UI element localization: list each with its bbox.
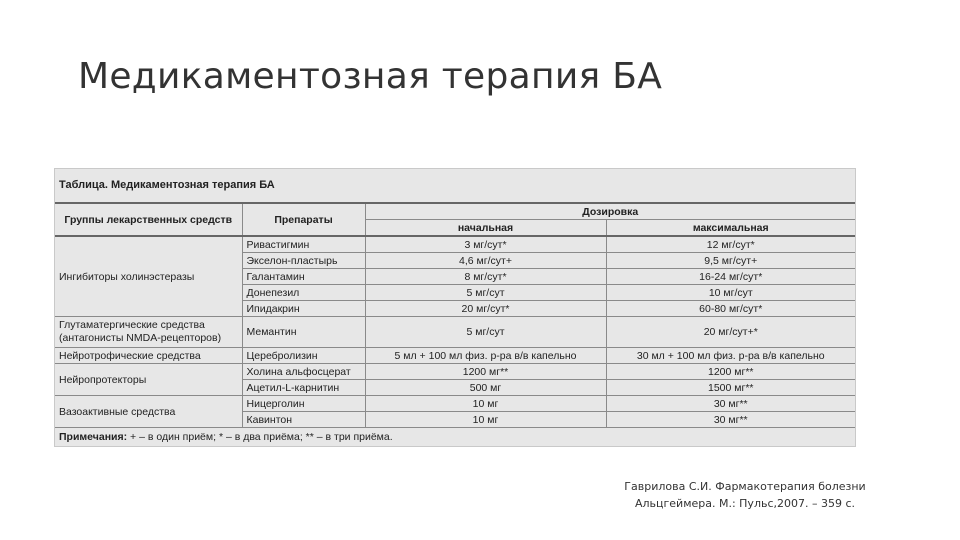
header-drugs: Препараты xyxy=(242,204,365,236)
dose-max: 16-24 мг/сут* xyxy=(606,269,855,285)
table-row xyxy=(55,236,855,253)
table-row xyxy=(55,396,855,412)
dose-initial: 500 мг xyxy=(365,380,606,396)
dose-initial: 3 мг/сут* xyxy=(365,236,606,253)
group-cholinesterase-inhibitors: Ингибиторы холинэстеразы xyxy=(55,236,242,317)
table-row xyxy=(55,364,855,380)
dose-initial: 5 мг/сут xyxy=(365,285,606,301)
source-line-1: Гаврилова С.И. Фармакотерапия болезни xyxy=(624,480,866,493)
dose-max: 9,5 мг/сут+ xyxy=(606,253,855,269)
drug-name: Церебролизин xyxy=(242,348,365,364)
table-row xyxy=(55,317,855,348)
dose-max: 30 мг** xyxy=(606,412,855,428)
drug-name: Ацетил-L-карнитин xyxy=(242,380,365,396)
header-groups: Группы лекарственных средств xyxy=(64,213,233,226)
header-initial: начальная xyxy=(365,220,606,237)
dose-max: 20 мг/сут+* xyxy=(606,317,855,348)
dose-initial: 10 мг xyxy=(365,396,606,412)
dosage-table xyxy=(55,204,855,444)
dose-initial: 20 мг/сут* xyxy=(365,301,606,317)
dose-max: 10 мг/сут xyxy=(606,285,855,301)
dose-initial: 10 мг xyxy=(365,412,606,428)
drug-name: Ривастигмин xyxy=(242,236,365,253)
drug-name: Холина альфосцерат xyxy=(242,364,365,380)
header-max: максимальная xyxy=(606,220,855,237)
table-notes xyxy=(55,428,855,445)
dose-max: 12 мг/сут* xyxy=(606,236,855,253)
dose-max: 1200 мг** xyxy=(606,364,855,380)
drug-name: Кавинтон xyxy=(242,412,365,428)
drug-name: Экселон-пластырь xyxy=(242,253,365,269)
group-vasoactive: Вазоактивные средства xyxy=(55,396,242,428)
dosage-table-figure xyxy=(54,168,856,447)
dose-max: 1500 мг** xyxy=(606,380,855,396)
group-glutamatergic: Глутаматергические средства (антагонисты NMDA-рецепторов) xyxy=(55,317,242,348)
table-notes-row xyxy=(55,428,855,445)
header-dosage: Дозировка xyxy=(365,204,855,220)
table-caption: Таблица. Медикаментозная терапия БА xyxy=(59,179,275,191)
notes-label: Примечания: xyxy=(59,430,128,443)
dose-max: 30 мл + 100 мл физ. р-ра в/в капельно xyxy=(606,348,855,364)
dose-max: 60-80 мг/сут* xyxy=(606,301,855,317)
drug-name: Ипидакрин xyxy=(242,301,365,317)
table-row xyxy=(55,348,855,364)
source-citation xyxy=(610,478,880,512)
drug-name: Мемантин xyxy=(242,317,365,348)
dose-initial: 1200 мг** xyxy=(365,364,606,380)
dose-initial: 5 мл + 100 мл физ. р-ра в/в капельно xyxy=(365,348,606,364)
drug-name: Донепезил xyxy=(242,285,365,301)
drug-name: Ницерголин xyxy=(242,396,365,412)
dose-initial: 4,6 мг/сут+ xyxy=(365,253,606,269)
table-header-row xyxy=(55,204,855,220)
dose-initial: 5 мг/сут xyxy=(365,317,606,348)
group-neuroprotectors: Нейропротекторы xyxy=(55,364,242,396)
drug-name: Галантамин xyxy=(242,269,365,285)
source-line-2: Альцгеймера. М.: Пульс,2007. – 359 с. xyxy=(634,497,856,510)
slide-title: Медикаментозная терапия БА xyxy=(78,56,663,97)
dose-initial: 8 мг/сут* xyxy=(365,269,606,285)
dose-max: 30 мг** xyxy=(606,396,855,412)
notes-text: + – в один приём; * – в два приёма; ** – в три приёма. xyxy=(130,430,393,443)
group-neurotrophic: Нейротрофические средства xyxy=(55,348,242,364)
